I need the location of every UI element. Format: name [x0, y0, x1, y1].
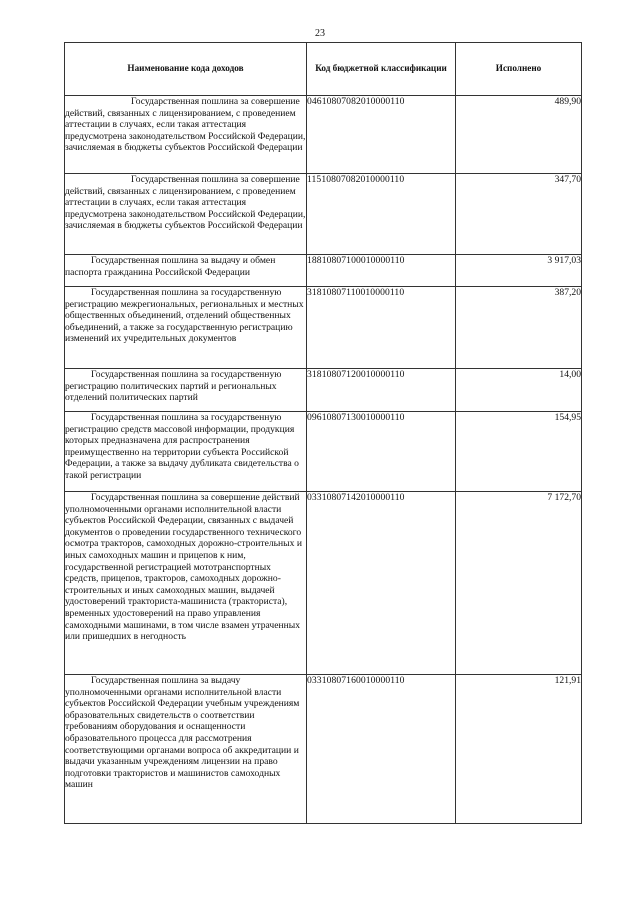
page-number: 23: [315, 28, 325, 39]
revenue-name: Государственная пошлина за совершение действий, связанных с лицензированием, с проведением аттестации в случаях, если такая аттестация предусмотрена законодательством Российской Федерации, зачисляемая в бюджеты субъектов Российской Федерации: [65, 174, 307, 255]
executed-amount: 154,95: [456, 412, 582, 492]
table-row: [65, 255, 582, 287]
budget-code: 11510807082010000110: [307, 174, 456, 255]
table-row: [65, 492, 582, 675]
executed-amount: 387,20: [456, 287, 582, 369]
table-row: [65, 675, 582, 824]
executed-amount: 121,91: [456, 675, 582, 824]
table-row: [65, 174, 582, 255]
column-header-name: Наименование кода доходов: [65, 43, 307, 96]
executed-amount: 3 917,03: [456, 255, 582, 287]
budget-code: 31810807120010000110: [307, 369, 456, 412]
revenue-name: Государственная пошлина за государственную регистрацию средств массовой информации, продукция которых предназначена для распространения преимущественно на территории субъекта Российской Федерации, а также за выдачу дубликата свидетельства о такой регистрации: [65, 412, 307, 492]
budget-code: 31810807110010000110: [307, 287, 456, 369]
table-row: [65, 96, 582, 174]
executed-amount: 14,00: [456, 369, 582, 412]
revenue-name: Государственная пошлина за государственную регистрацию политических партий и региональных отделений политических партий: [65, 369, 307, 412]
revenue-name: Государственная пошлина за совершение действий уполномоченными органами исполнительной власти субъектов Российской Федерации, связанных с выдачей документов о проведении государственного технического осмотра тракторов, самоходных дорожно-строительных и иных самоходных машин и прицепов к ним, государственной регистрацией мототранспортных средств, прицепов, тракторов, самоходных дорожно-строительных и иных самоходных машин, выдачей удостоверений тракториста-машиниста (тракториста), временных удостоверений на право управления самоходными машинами, в том числе взамен утраченных или пришедших в негодность: [65, 492, 307, 675]
budget-code: 18810807100010000110: [307, 255, 456, 287]
executed-amount: 489,90: [456, 96, 582, 174]
table-row: [65, 369, 582, 412]
revenue-name: Государственная пошлина за выдачу уполномоченными органами исполнительной власти субъектов Российской Федерации учебным учреждениям образовательных свидетельств о соответствии требованиям оборудования и оснащенности образовательного процесса для рассмотрения соответствующими органами вопроса об аккредитации и выдачи указанным учреждениям лицензии на право подготовки трактористов и машинистов самоходных машин: [65, 675, 307, 824]
budget-code: 04610807082010000110: [307, 96, 456, 174]
table-header-row: [65, 43, 582, 96]
executed-amount: 347,70: [456, 174, 582, 255]
table-row: [65, 412, 582, 492]
revenue-name: Государственная пошлина за государственную регистрацию межрегиональных, региональных и местных общественных объединений, отделений общественных объединений, а также за государственную регистрацию изменений их учредительных документов: [65, 287, 307, 369]
executed-amount: 7 172,70: [456, 492, 582, 675]
table-row: [65, 287, 582, 369]
budget-code: 03310807142010000110: [307, 492, 456, 675]
revenue-table: [64, 42, 582, 824]
revenue-name: Государственная пошлина за выдачу и обмен паспорта гражданина Российской Федерации: [65, 255, 307, 287]
budget-code: 03310807160010000110: [307, 675, 456, 824]
revenue-name: Государственная пошлина за совершение действий, связанных с лицензированием, с проведением аттестации в случаях, если такая аттестация предусмотрена законодательством Российской Федерации, зачисляемая в бюджеты субъектов Российской Федерации: [65, 96, 307, 174]
budget-code: 09610807130010000110: [307, 412, 456, 492]
column-header-executed: Исполнено: [456, 43, 582, 96]
column-header-code: Код бюджетной классификации: [307, 43, 456, 96]
